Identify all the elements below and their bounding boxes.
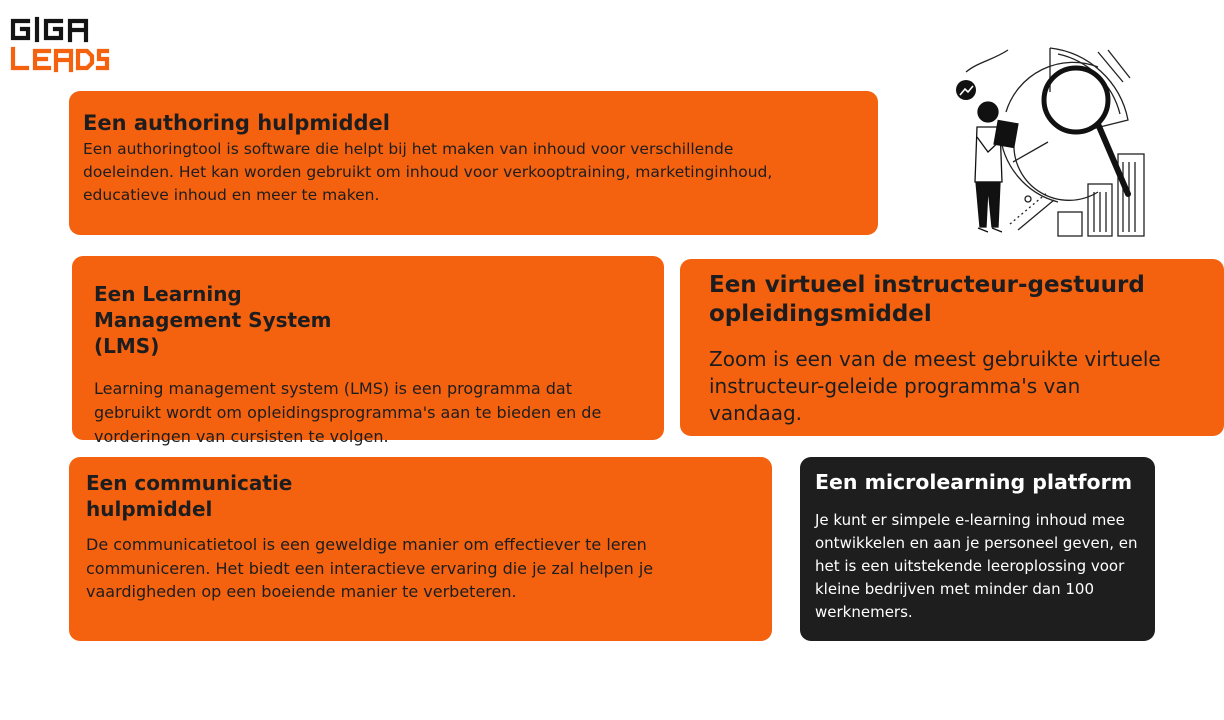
person-analyzing-chart-illustration [948, 42, 1148, 238]
virtual-instructor-card [680, 259, 1224, 436]
communication-tool-card [69, 457, 772, 641]
card-body: De communicatietool is een geweldige manier om effectiever te leren communiceren. Het biedt een interactieve ervaring die je zal helpen je vaardigheden op een boeiende manier te verbeteren. [86, 535, 654, 601]
lms-card [72, 256, 664, 446]
card-body: Je kunt er simpele e-learning inhoud mee ontwikkelen en aan je personeel geven, en het is een uitstekende leeroplossing voor kleine bedrijven met minder dan 100 werknemers. [815, 511, 1138, 621]
card-title: Een Learning Management System (LMS) [94, 282, 332, 358]
card-title: Een authoring hulpmiddel [83, 111, 390, 135]
card-title: Een virtueel instructeur-gestuurd opleidingsmiddel [709, 272, 1145, 327]
microlearning-card [800, 457, 1155, 641]
card-body: Een authoringtool is software die helpt bij het maken van inhoud voor verschillende doeleinden. Het kan worden gebruikt om inhoud voor verkooptraining, marketinginhoud, educatieve inhoud en meer te maken. [83, 140, 773, 204]
card-title: Een microlearning platform [815, 470, 1133, 494]
giga-leads-logo [10, 16, 110, 74]
card-body: Zoom is een van de meest gebruikte virtuele instructeur-geleide programma's van vandaag. [709, 347, 1161, 425]
authoring-tool-card [69, 91, 878, 235]
card-title: Een communicatie hulpmiddel [86, 471, 293, 521]
card-body: Learning management system (LMS) is een programma dat gebruikt wordt om opleidingsprogramma's aan te bieden en de vorderingen van cursisten te volgen. [94, 379, 602, 446]
